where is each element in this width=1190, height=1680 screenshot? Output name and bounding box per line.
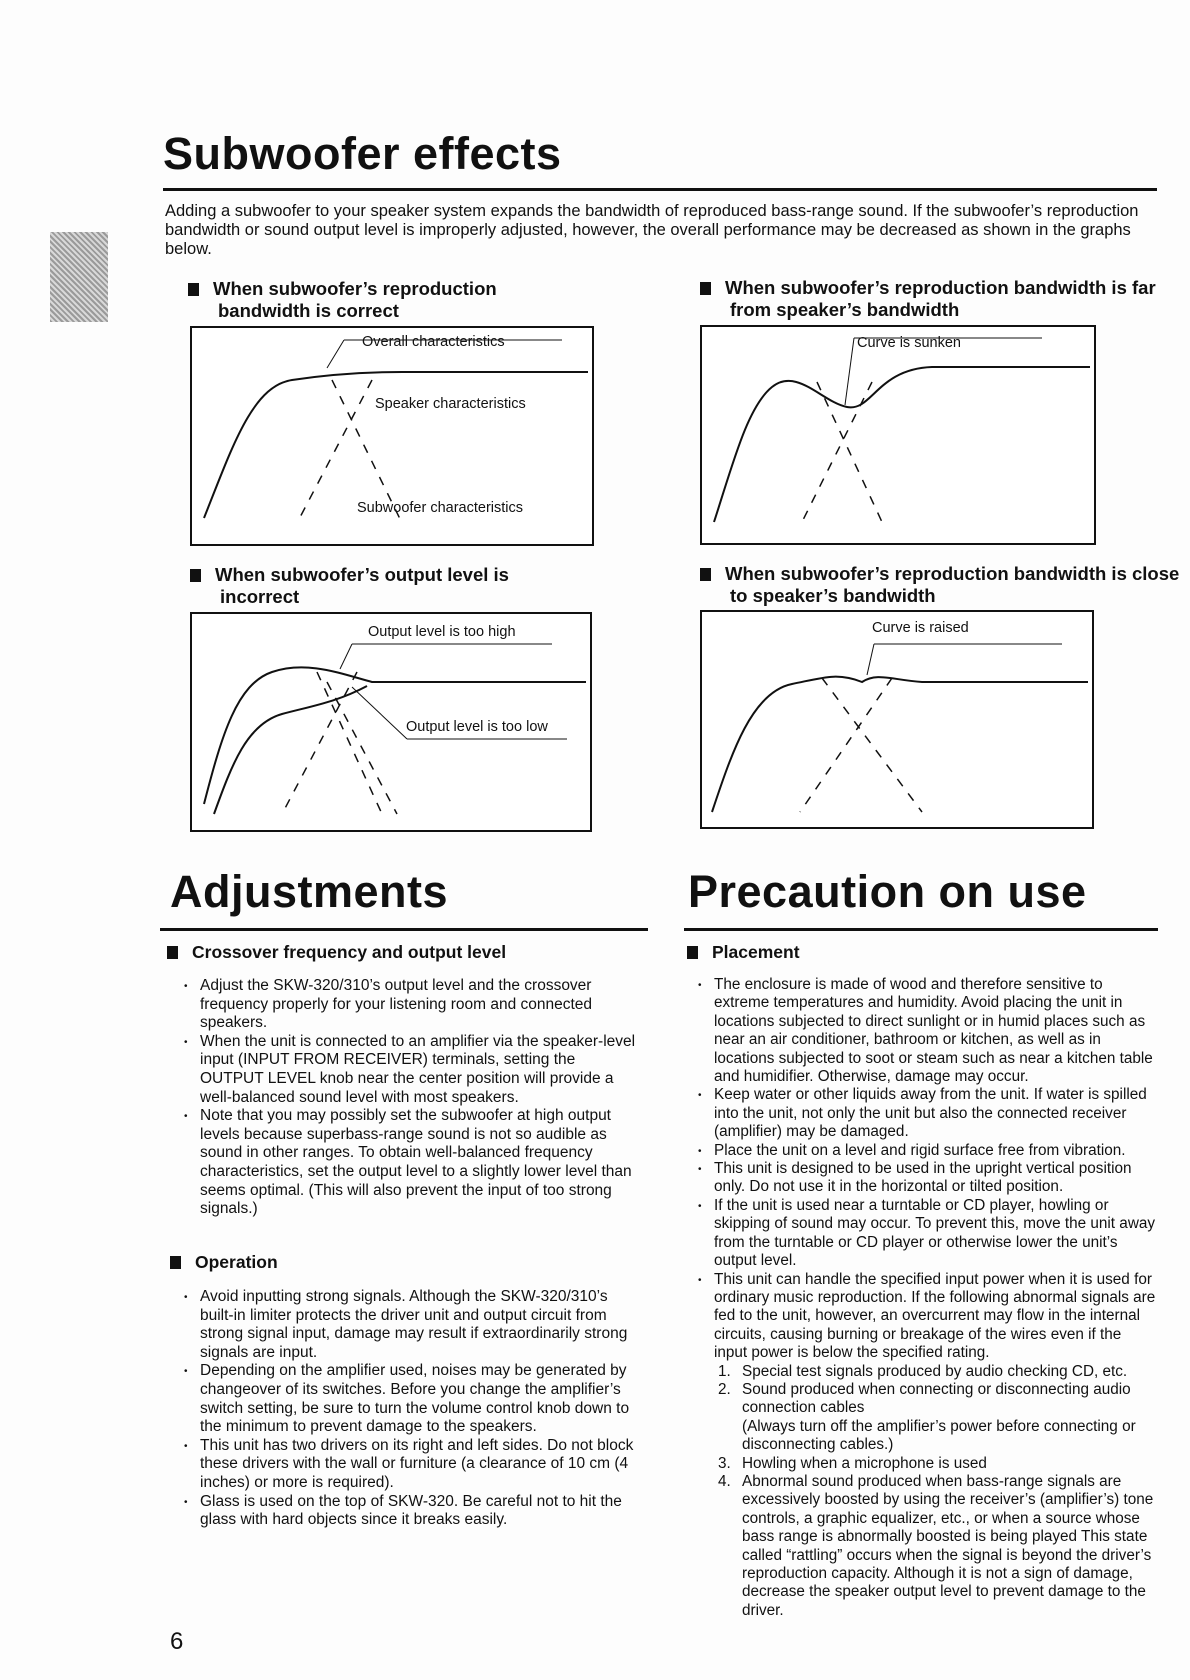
list-item: • When the unit is connected to an amplifier via the speaker-level input (INPUT FROM RECEIVER) terminals, setting the OUTPUT LEVEL knob near the center position will provide a well-balanced sound level with most speakers. xyxy=(182,1033,642,1107)
precaution-rule xyxy=(684,928,1158,931)
graph-correct xyxy=(190,326,594,546)
list-item: • Adjust the SKW-320/310’s output level and the crossover frequency properly for your listening room and connected speakers. xyxy=(182,977,642,1033)
bullet-square-icon xyxy=(700,568,711,581)
bullet-square-icon xyxy=(167,946,178,959)
title-rule xyxy=(163,188,1157,191)
list-item: • This unit has two drivers on its right and left sides. Do not block these drivers with the wall or furniture (a clearance of 10 cm (4 inches) or more is required). xyxy=(182,1437,642,1493)
label-subwoofer: Subwoofer characteristics xyxy=(357,500,524,516)
crossover-list xyxy=(182,977,642,1219)
overall-curve xyxy=(714,367,1090,522)
list-item: • If the unit is used near a turntable or CD player, howling or skipping of sound may occur. To prevent this, move the unit away from the turntable or CD player or otherwise lower the unit’s output level. xyxy=(696,1197,1156,1271)
intro-paragraph: Adding a subwoofer to your speaker system expands the bandwidth of reproduced bass-range sound. If the subwoofer’s reproduction bandwidth or sound output level is improperly adjusted, however, the overall performance may be decreased as shown in the graphs below. xyxy=(165,202,1139,258)
operation-list xyxy=(182,1288,642,1530)
adjustments-rule xyxy=(160,928,648,931)
callout-line-high xyxy=(340,644,352,669)
curve-too-high xyxy=(204,667,586,804)
list-item: • Keep water or other liquids away from the unit. If water is spilled into the unit, not only the unit but also the connected receiver (amplifier) may be damaged. xyxy=(696,1086,1156,1141)
callout-line-low xyxy=(352,687,407,739)
numbered-item: 3. Howling when a microphone is used xyxy=(718,1454,987,1472)
adjustments-title: Adjustments xyxy=(170,866,449,917)
subwoofer-curve xyxy=(800,678,892,812)
precaution-title: Precaution on use xyxy=(688,866,1087,917)
placement-heading: Placement xyxy=(687,942,800,963)
overall-curve xyxy=(204,372,588,518)
speaker-curve xyxy=(817,382,882,522)
graph-level xyxy=(190,612,592,832)
panel-heading-close: When subwoofer’s reproduction bandwidth is close to speaker’s bandwidth xyxy=(700,563,1180,607)
graph-close xyxy=(700,610,1094,829)
bullet-square-icon xyxy=(170,1256,181,1269)
callout-line xyxy=(327,340,344,368)
label-speaker: Speaker characteristics xyxy=(375,396,526,412)
list-item: • This unit can handle the specified input power when it is used for ordinary music reproduction. If the following abnormal signals are fed to the unit, however, an overcurrent may flow in the internal circuits, causing burning or breakage of the wires even if the input power is below the specified rating. xyxy=(696,1271,1156,1363)
speaker-curve xyxy=(822,678,922,812)
list-item: • Place the unit on a level and rigid surface free from vibration. xyxy=(696,1142,1156,1160)
placement-content xyxy=(696,976,1156,1620)
panel-heading-far: When subwoofer’s reproduction bandwidth is far from speaker’s bandwidth xyxy=(700,277,1180,321)
list-item: • Note that you may possibly set the subwoofer at high output levels because superbass-range sound is not so audible as sound in other ranges. To obtain well-balanced frequency characteristics, set the output level to a slightly lower level than seems optimal. (This will also prevent the input of too strong signals.) xyxy=(182,1107,642,1219)
overall-curve xyxy=(712,677,1088,812)
placement-list xyxy=(696,976,1156,1363)
graph-far xyxy=(700,325,1096,545)
bullet-square-icon xyxy=(190,569,201,582)
page-number: 6 xyxy=(170,1628,184,1655)
list-item: • This unit is designed to be used in the upright vertical position only. Do not use it in the horizontal or tilted position. xyxy=(696,1160,1156,1197)
label-sunken: Curve is sunken xyxy=(857,335,961,351)
abnormal-signals-list xyxy=(714,1363,1156,1621)
label-too-low: Output level is too low xyxy=(406,719,548,735)
bullet-square-icon xyxy=(700,282,711,295)
label-too-high: Output level is too high xyxy=(368,624,516,640)
label-overall: Overall characteristics xyxy=(362,334,505,350)
list-item: • Depending on the amplifier used, noises may be generated by changeover of its switches. Before you change the amplifier’s switch setting, be sure to turn the volume control knob down to the minimum to prevent damage to the speakers. xyxy=(182,1362,642,1436)
panel-heading-correct: When subwoofer’s reproduction bandwidth is correct xyxy=(188,278,578,322)
bullet-square-icon xyxy=(687,946,698,959)
speaker-curve-low xyxy=(327,682,397,814)
numbered-item: 4. Abnormal sound produced when bass-range signals are excessively boosted by using the receiver’s (amplifier’s) tone controls, a graphic equalizer, etc., or when a source whose bass range is abnormally boosted is being played This state called “rattling” occurs when the signal is beyond the driver’s reproduction capacity. Although it is not a sign of damage, decrease the speaker output level to prevent damage to the driver. xyxy=(718,1472,1154,1619)
operation-heading: Operation xyxy=(170,1252,278,1273)
list-item: • Avoid inputting strong signals. Although the SKW-320/310’s built-in limiter protects the driver unit and output circuit from strong signal input, damage may result if extraordinarily strong signals are input. xyxy=(182,1288,642,1362)
section-tab-marker xyxy=(50,232,108,322)
callout-line xyxy=(845,338,854,405)
page-title: Subwoofer effects xyxy=(163,128,562,179)
callout-line xyxy=(867,644,874,675)
list-item: • The enclosure is made of wood and therefore sensitive to extreme temperatures and humidity. Avoid placing the unit in locations subjected to direct sunlight or in humid places such as near an air conditioner, bathroom or kitchen, as well as in locations subjected to soot or steam such as near a kitchen table and humidifier. Otherwise, damage may occur. xyxy=(696,976,1156,1086)
crossover-heading: Crossover frequency and output level xyxy=(167,942,506,963)
label-raised: Curve is raised xyxy=(872,620,969,636)
list-item: • Glass is used on the top of SKW-320. Be careful not to hit the glass with hard objects since it breaks easily. xyxy=(182,1493,642,1530)
numbered-item: 2. Sound produced when connecting or disconnecting audio connection cables (Always turn off the amplifier’s power before connecting or disconnecting cables.) xyxy=(718,1380,1136,1454)
subwoofer-curve xyxy=(282,672,357,814)
panel-heading-level: When subwoofer’s output level is incorrect xyxy=(190,564,580,608)
bullet-square-icon xyxy=(188,283,199,296)
numbered-item: 1. Special test signals produced by audio checking CD, etc. xyxy=(718,1362,1128,1380)
